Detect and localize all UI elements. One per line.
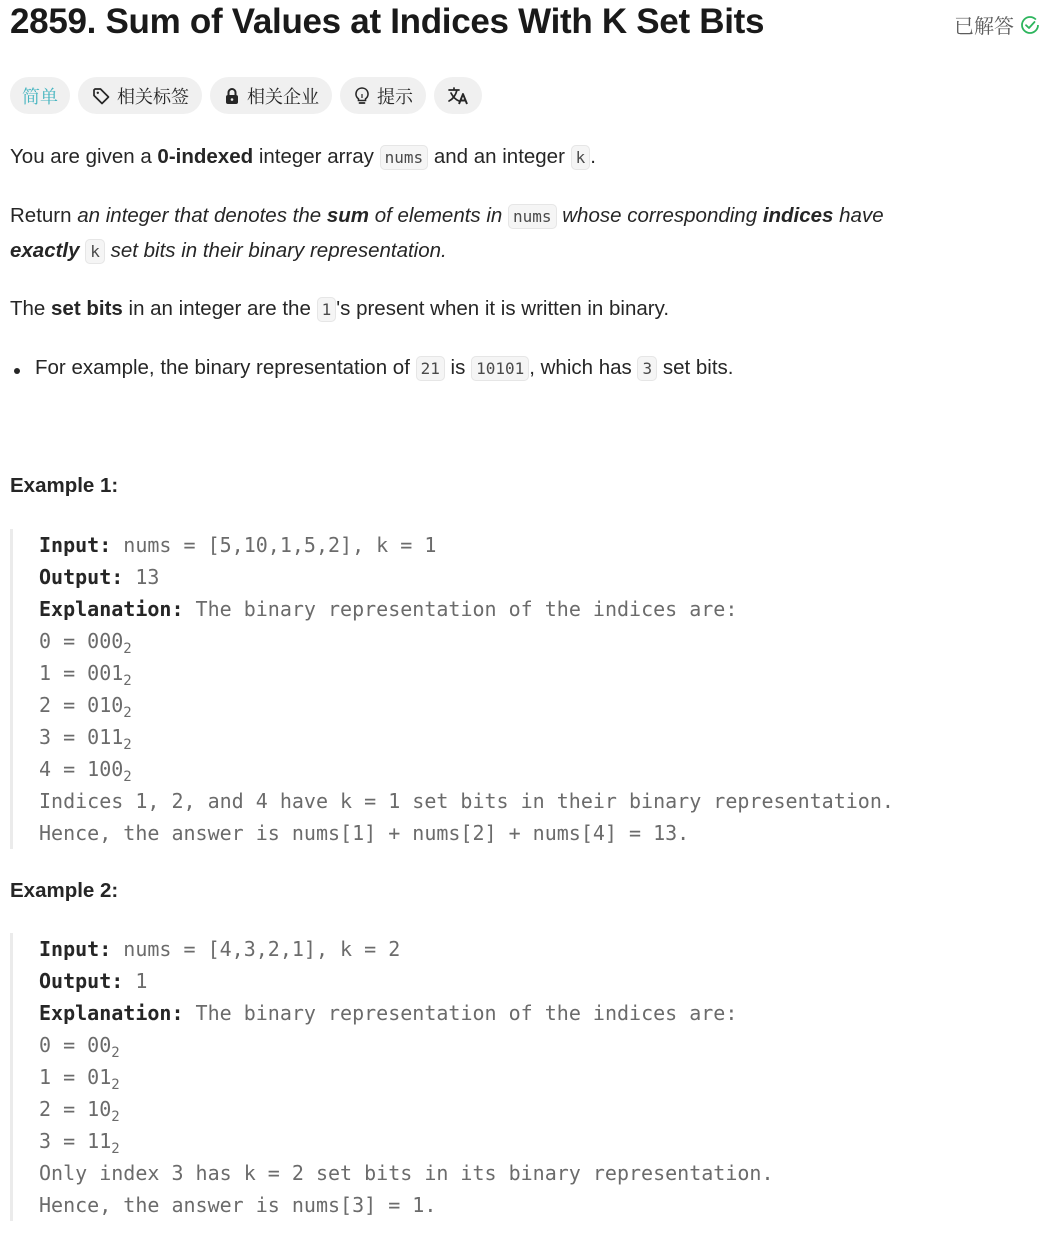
text: , which has [529,356,638,379]
example-2-title: Example 2: [10,879,119,902]
hint-button[interactable] [340,77,426,114]
binary-row [39,721,894,753]
explanation-label: Explanation: [39,1001,184,1025]
related-companies-label: 相关企业 [247,86,319,107]
text: You are given a [10,145,158,168]
bold-text: 0-indexed [157,145,254,168]
example-output [39,965,774,997]
description-paragraph-1 [10,140,596,175]
translate-button[interactable] [434,77,482,114]
binary-text: 2 = 10 [39,1097,112,1121]
italic-text: whose corresponding [556,204,763,227]
inline-code: 1 [317,297,337,322]
output-label: Output: [39,565,124,589]
binary-text: 3 = 011 [39,725,124,749]
lightbulb-icon [353,86,371,106]
difficulty-label: 简单 [22,86,58,107]
binary-text: 4 = 100 [39,757,124,781]
binary-text: 1 = 001 [39,661,124,685]
related-topics-button[interactable] [78,77,202,114]
text: . [590,145,596,168]
binary-row [39,1029,774,1061]
related-companies-button[interactable] [210,77,332,114]
inline-code: k [85,239,105,264]
explanation-line: Hence, the answer is nums[3] = 1. [39,1193,437,1217]
binary-text: 3 = 11 [39,1129,112,1153]
binary-row [39,689,894,721]
check-circle-icon [1020,15,1040,35]
lock-icon [223,87,241,105]
binary-text: 2 = 010 [39,693,124,717]
text: is [444,356,472,379]
text: and an integer [428,145,571,168]
binary-text: 1 = 01 [39,1065,112,1089]
base-subscript: 2 [123,737,132,753]
difficulty-badge[interactable] [10,77,70,114]
input-label: Input: [39,533,112,557]
binary-text: 0 = 000 [39,629,124,653]
example-output [39,561,894,593]
binary-row [39,657,894,689]
binary-row [39,625,894,657]
binary-row [39,1093,774,1125]
example-explanation [39,997,774,1029]
output-value: 1 [135,969,148,993]
inline-code: 21 [416,356,445,381]
example-input [39,933,774,965]
inline-code: nums [380,145,429,170]
explanation-line: Indices 1, 2, and 4 have k = 1 set bits in their binary representation. [39,789,894,813]
italic-text: an integer that denotes the [77,204,327,227]
tag-bar [10,77,482,114]
explanation-label: Explanation: [39,597,184,621]
input-value: nums = [4,3,2,1], k = 2 [123,937,401,961]
text: The [10,297,52,320]
text: integer array [253,145,380,168]
output-label: Output: [39,969,124,993]
hint-label: 提示 [377,86,413,107]
solved-status [954,10,1040,39]
base-subscript: 2 [123,705,132,721]
description-paragraph-2 [10,199,884,269]
problem-title: 2859. Sum of Values at Indices With K Set Bits [10,2,765,41]
base-subscript: 2 [123,641,132,657]
example-explanation [39,593,894,625]
text: 's present when it is written in binary. [336,297,670,320]
base-subscript: 2 [111,1109,120,1125]
translate-icon [447,86,469,106]
italic-text: have [833,204,884,227]
italic-text: of elements in [369,204,509,227]
example-2-block [10,933,774,1221]
solved-label: 已解答 [954,16,1014,38]
input-value: nums = [5,10,1,5,2], k = 1 [123,533,437,557]
base-subscript: 2 [111,1077,120,1093]
binary-row [39,1061,774,1093]
text: For example, the binary representation of [35,356,416,379]
bold-text: set bits [51,297,123,320]
example-1-block [10,529,894,849]
inline-code: 3 [637,356,657,381]
explanation-text: The binary representation of the indices are: [195,597,738,621]
base-subscript: 2 [111,1045,120,1061]
tag-icon [91,86,111,106]
input-label: Input: [39,937,112,961]
base-subscript: 2 [123,769,132,785]
bold-italic-text: exactly [10,239,80,262]
text: in an integer are the [122,297,317,320]
binary-row [39,753,894,785]
binary-row [39,1125,774,1157]
output-value: 13 [135,565,160,589]
inline-code: 10101 [471,356,529,381]
explanation-text: The binary representation of the indices are: [195,1001,738,1025]
base-subscript: 2 [111,1141,120,1157]
bullet-dot [14,368,20,374]
explanation-line: Only index 3 has k = 2 set bits in its binary representation. [39,1161,774,1185]
base-subscript: 2 [123,673,132,689]
text: Return [10,204,78,227]
explanation-line: Hence, the answer is nums[1] + nums[2] + nums[4] = 13. [39,821,690,845]
italic-text: set bits in their binary representation. [104,239,447,262]
related-topics-label: 相关标签 [117,86,189,107]
bold-italic-text: indices [762,204,834,227]
example-input [39,529,894,561]
binary-text: 0 = 00 [39,1033,112,1057]
description-paragraph-3 [10,292,669,327]
inline-code: nums [508,204,557,229]
inline-code: k [571,145,591,170]
bullet-item [35,351,733,386]
example-1-title: Example 1: [10,474,119,497]
text: set bits. [657,356,734,379]
bold-italic-text: sum [326,204,369,227]
